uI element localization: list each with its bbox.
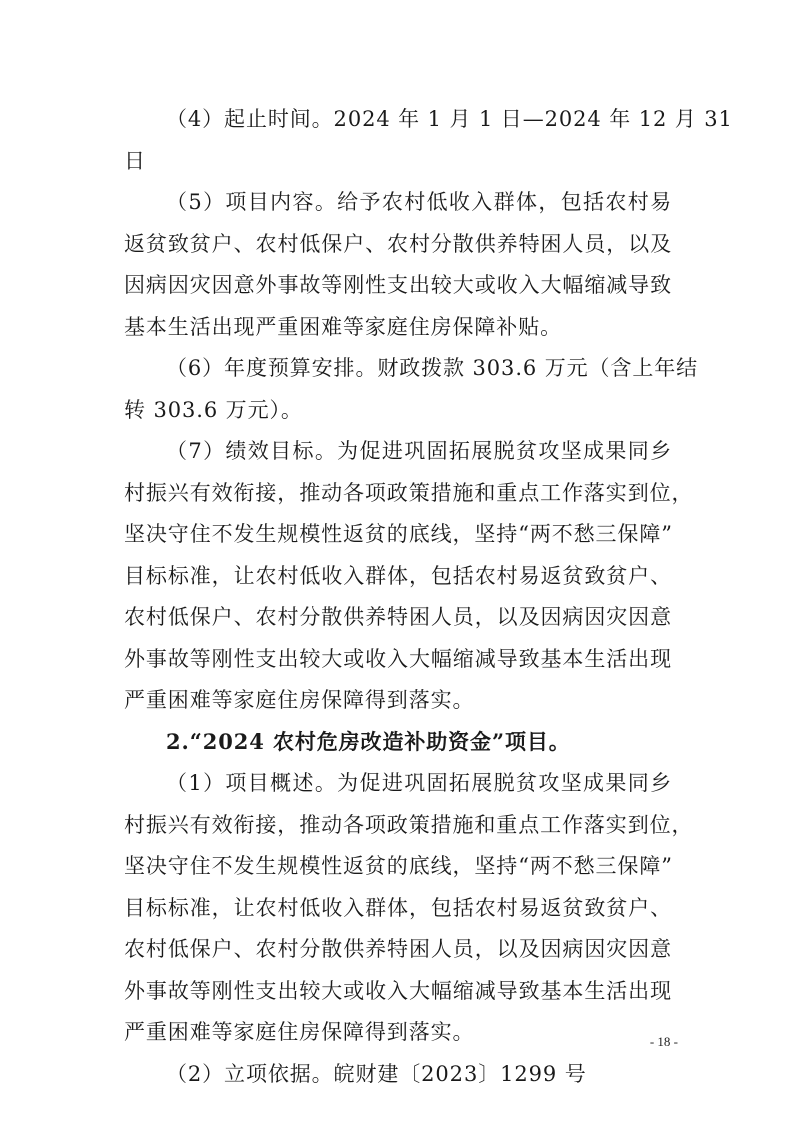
paragraph-line: 村振兴有效衔接，推动各项政策措施和重点工作落实到位， xyxy=(124,813,694,837)
paragraph-line: （2）立项依据。皖财建〔2023〕1299 号 xyxy=(166,1062,587,1086)
paragraph-line: 目标标准，让农村低收入群体，包括农村易返贫致贫户、 xyxy=(124,896,672,920)
paragraph-line: （1）项目概述。为促进巩固拓展脱贫攻坚成果同乡 xyxy=(166,771,672,795)
paragraph-line: 村振兴有效衔接，推动各项政策措施和重点工作落实到位， xyxy=(124,481,694,505)
paragraph-line: 日 xyxy=(124,149,146,173)
paragraph-line: 坚决守住不发生规模性返贫的底线，坚持“两不愁三保障” xyxy=(124,854,673,878)
paragraph-line: 返贫致贫户、农村低保户、农村分散供养特困人员，以及 xyxy=(124,232,672,256)
paragraph-line: 外事故等刚性支出较大或收入大幅缩减导致基本生活出现 xyxy=(124,647,672,671)
paragraph-line: （7）绩效目标。为促进巩固拓展脱贫攻坚成果同乡 xyxy=(166,439,672,463)
paragraph-line: 目标标准，让农村低收入群体，包括农村易返贫致贫户、 xyxy=(124,564,672,588)
paragraph-line: （4）起止时间。2024 年 1 月 1 日—2024 年 12 月 31 xyxy=(166,107,733,131)
paragraph-line: 外事故等刚性支出较大或收入大幅缩减导致基本生活出现 xyxy=(124,979,672,1003)
paragraph-line: 农村低保户、农村分散供养特困人员，以及因病因灾因意 xyxy=(124,605,672,629)
paragraph-line: 基本生活出现严重困难等家庭住房保障补贴。 xyxy=(124,315,562,339)
paragraph-line: 严重困难等家庭住房保障得到落实。 xyxy=(124,1020,475,1044)
paragraph-line: 因病因灾因意外事故等刚性支出较大或收入大幅缩减导致 xyxy=(124,273,672,297)
paragraph-line: 转 303.6 万元）。 xyxy=(124,398,303,422)
section-heading: 2.“2024 农村危房改造补助资金”项目。 xyxy=(166,729,571,754)
paragraph-line: 严重困难等家庭住房保障得到落实。 xyxy=(124,688,475,712)
paragraph-line: 农村低保户、农村分散供养特困人员，以及因病因灾因意 xyxy=(124,937,672,961)
page-number: - 18 - xyxy=(649,1034,678,1049)
paragraph-line: （5）项目内容。给予农村低收入群体，包括农村易 xyxy=(166,190,672,214)
paragraph-line: 坚决守住不发生规模性返贫的底线，坚持“两不愁三保障” xyxy=(124,522,673,546)
paragraph-line: （6）年度预算安排。财政拨款 303.6 万元（含上年结 xyxy=(166,356,699,380)
